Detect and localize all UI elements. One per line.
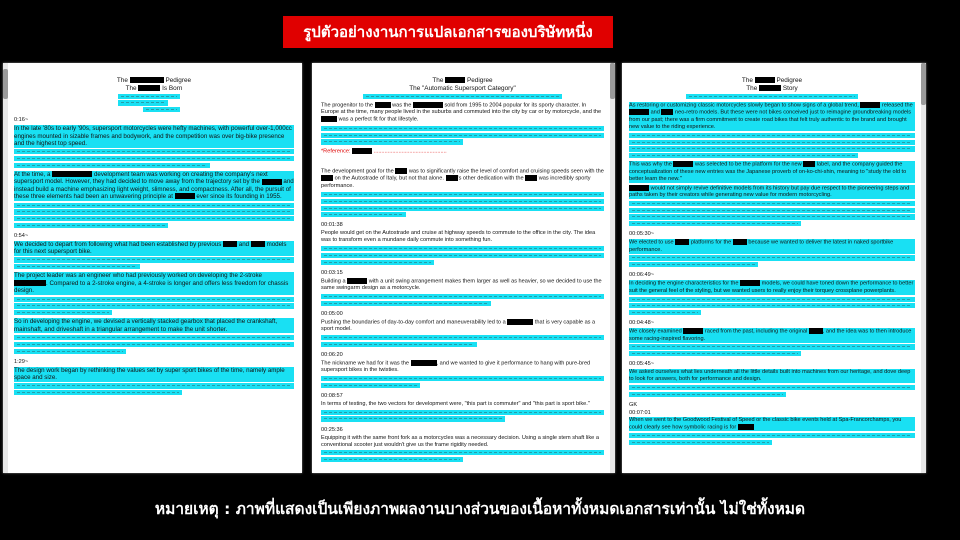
- text: platforms for the: [690, 239, 732, 246]
- thai-translation: [321, 335, 604, 347]
- timestamp: 0:54~: [14, 233, 29, 240]
- text: *Reference:: [321, 147, 351, 154]
- text: was to significantly raise the level of comfort and cruising speeds seen with the: [408, 168, 604, 175]
- redaction: [321, 175, 333, 181]
- paragraph: [629, 161, 915, 182]
- text: because we wanted to deliver the latest in naked sportbike performance.: [629, 239, 894, 253]
- text: When we went to the Goodwood Festival of Speed or the classic bike events held at Spa-Francorchamps, you could clearly see how symbolic racing is for: [629, 416, 902, 431]
- redaction: [321, 116, 337, 122]
- timestamp: 00:08:57: [321, 392, 343, 399]
- redaction: [803, 161, 815, 167]
- paragraph: In the late '80s to early '90s, supersport motorcycles were hefty machines, with powerful over-1,000cc engines mounted in sizable frames and bodywork, and the competition was over big-bike presence and the highest top speed.: [14, 125, 294, 147]
- paragraph: [629, 185, 915, 199]
- text: was selected to be the platform for the new: [695, 161, 802, 168]
- text: released the: [881, 102, 913, 109]
- text: ever since its founding in 1955.: [196, 193, 282, 201]
- page2-subtitle: The "Automatic Supersport Category": [409, 84, 516, 92]
- thai-translation: [14, 383, 294, 395]
- paragraph: We asked ourselves what lies underneath all the little details built into machines from our heritage, and dove deep to look for answers, both for performance and design.: [629, 369, 915, 383]
- text: Pushing the boundaries of day-to-day comfort and maneuverability led to a: [321, 319, 506, 326]
- text: with a unit swing arrangement makes them larger as well as heavier, so we decided to use the same swingarm design as a motorcycle.: [321, 278, 602, 292]
- paragraph: [321, 278, 604, 292]
- paragraph: [321, 319, 604, 333]
- timestamp: 00:05:45~: [629, 361, 655, 368]
- text: sold from 1995 to 2004 popular for its sporty character. In Europe at the time, many people lived in the suburbs and commuted into the city by car or by motorcycle, and the: [321, 102, 602, 116]
- redaction: [251, 241, 265, 247]
- redaction: [130, 77, 164, 83]
- thai-translation: [118, 94, 180, 113]
- redaction: [675, 239, 689, 245]
- title-banner: รูปตัวอย่างงานการแปลเอกสารของบริษัทหนึ่ง: [283, 16, 613, 48]
- text: Pedigree: [776, 77, 803, 84]
- timestamp: 1:29~: [14, 358, 29, 365]
- timestamp: 00:25:36: [321, 426, 343, 433]
- redaction: [14, 280, 46, 286]
- redaction: [759, 85, 781, 91]
- redaction: [223, 241, 237, 247]
- redaction: [262, 179, 282, 185]
- paragraph: [629, 417, 915, 431]
- text: models for this next supersport bike.: [14, 241, 287, 256]
- redaction: [446, 175, 458, 181]
- text: , and the idea was to then introduce some racing-inspired flavoring.: [629, 328, 912, 342]
- paragraph: [629, 328, 915, 342]
- redaction: [755, 77, 775, 83]
- redaction: [347, 278, 367, 284]
- page1-header-born: Is Born: [162, 84, 183, 92]
- redaction: [738, 424, 754, 430]
- thai-translation: [14, 149, 294, 168]
- page3-header: [629, 77, 915, 92]
- redaction: [352, 148, 372, 154]
- text: The progenitor to the: [321, 102, 373, 109]
- text: In deciding the engine characteristics for the: [629, 280, 739, 287]
- text: The: [432, 77, 444, 84]
- page1-scroll-thumb[interactable]: [3, 69, 8, 99]
- text: and: [238, 241, 250, 249]
- thai-translation: [14, 203, 294, 229]
- text: We elected to use: [629, 239, 674, 246]
- redaction: [809, 328, 823, 334]
- text: . Compared to a 2-stroke engine, a 4-stroke is longer and offers less freedom for chassis design.: [14, 279, 289, 295]
- redaction: [733, 239, 747, 245]
- redaction: [629, 185, 649, 191]
- thai-translation: [629, 201, 915, 227]
- redaction: [175, 193, 195, 199]
- document-page-2[interactable]: [312, 63, 615, 473]
- timestamp: 00:05:00: [321, 310, 343, 317]
- timestamp: 00:07:01: [629, 409, 651, 416]
- text: models, we could have toned down the performance to better suit the general feel of the styling, but we wanted users to really enjoy their torquey crossplane powerplants.: [629, 280, 914, 294]
- paragraph: [14, 272, 294, 294]
- paragraph: So in developing the engine, we devised a vertically stacked gearbox that placed the crankshaft, mainshaft, and driveshaft in a triangular arrangement to make the unit shorter.: [14, 318, 294, 333]
- redaction: [525, 175, 537, 181]
- page3-scrollbar[interactable]: [921, 63, 926, 473]
- thai-translation: [321, 410, 604, 422]
- timestamp: 00:06:49~: [629, 272, 655, 279]
- text: would not simply revive definitive models from its history but pay due respect to the pioneering steps and paths taken by their creators while generating new value for modern motorcycling.: [629, 185, 910, 199]
- text: development team was working on creating the company's next supersport model. However, they had decided to move away from the trajectory set by the: [14, 170, 268, 186]
- text: on the Autostrade of Italy, but not that alone.: [334, 175, 444, 182]
- redaction: [740, 280, 760, 286]
- redaction: [413, 102, 443, 108]
- page1-header-the-2: The: [125, 84, 137, 92]
- redaction: [860, 102, 880, 108]
- text: We decided to depart from following what had been established by previous: [14, 241, 222, 249]
- text: As restoring or customizing classic motorcycles slowly began to show signs of a global trend,: [629, 102, 859, 109]
- text: 's other dedication with the: [457, 175, 524, 182]
- label-gk: GK: [629, 401, 638, 408]
- thai-translation: [321, 94, 604, 99]
- page1-header-the: The: [116, 77, 128, 84]
- paragraph: [14, 241, 294, 256]
- redaction: [395, 168, 407, 174]
- redaction: [52, 171, 92, 177]
- paragraph: [629, 280, 915, 294]
- timestamp: 00:01:38: [321, 222, 343, 229]
- text: Building a: [321, 278, 346, 285]
- page1-scrollbar[interactable]: [3, 63, 8, 473]
- page2-scroll-thumb[interactable]: [610, 63, 615, 99]
- thai-translation: [629, 94, 915, 99]
- page1-header-pedigree: Pedigree: [165, 77, 192, 84]
- text: The: [746, 84, 758, 92]
- redaction: [683, 328, 703, 334]
- timestamp: 0:16~: [14, 117, 29, 124]
- text: The nickname we had for it was the: [321, 360, 409, 367]
- page2-scrollbar[interactable]: [610, 63, 615, 473]
- text: that is very capable as a sport model.: [321, 319, 596, 333]
- redaction: [138, 85, 160, 91]
- text: , and we wanted to give it performance to hang with pure-bred supersport bikes in the twisties.: [321, 360, 591, 374]
- paragraph: [321, 360, 604, 374]
- thai-translation: [629, 255, 915, 267]
- text: At the time, a: [14, 170, 51, 178]
- thai-translation: [321, 376, 604, 388]
- text: was incredibly sporty performance.: [321, 175, 591, 189]
- thai-translation: [321, 246, 604, 265]
- redaction: [375, 102, 391, 108]
- paragraph: [14, 171, 294, 201]
- thai-translation: [321, 450, 604, 462]
- page3-scroll-thumb[interactable]: [921, 63, 926, 105]
- text: and: [650, 109, 660, 116]
- timestamp: 00:04:48~: [629, 320, 655, 327]
- text: The development goal for the: [321, 168, 394, 175]
- text: Pedigree: [466, 77, 493, 84]
- redaction: [673, 161, 693, 167]
- text: was a perfect fit for that lifestyle.: [338, 116, 419, 123]
- text: raced from the past, including the original: [704, 328, 808, 335]
- paragraph: [321, 102, 604, 124]
- document-page-1[interactable]: [3, 63, 302, 473]
- thai-translation: [14, 335, 294, 354]
- text: and instead build a machine emphasizing light weight, slimness, and compactness. After all, the pursuit of these three elements had been an unwavering principle at: [14, 178, 294, 201]
- footnote: หมายเหตุ : ภาพที่แสดงเป็นเพียงภาพผลงานบางส่วนของเนื้อหาทั้งหมดเอกสารเท่านั้น ไม่ใช่ทั้งหมด: [154, 500, 806, 518]
- paragraph: In terms of testing, the two vectors for development were, "this part is commuter" and "this part is sport bike.": [321, 400, 590, 407]
- document-page-3[interactable]: [622, 63, 926, 473]
- text: neo-retro models. But these were not bikes conceived just to reimagine groundbreaking models from our past; there was a firm commitment to create road bikes that felt truly authentic to the brand and brought new value to the riding experience.: [629, 109, 912, 130]
- thai-translation: [629, 297, 915, 316]
- paragraph: [629, 239, 915, 253]
- thai-translation: [629, 433, 915, 445]
- paragraph: People would get on the Autostrade and cruise at highway speeds to commute to the office in the city. The idea was to transform even a mundane daily commute into something fun.: [321, 230, 596, 244]
- paragraph: [321, 168, 604, 190]
- text: The project leader was an engineer who had previously worked on developing the 2-stroke: [14, 272, 262, 280]
- text: label, and the company guided the conceptualization of these new entries was the Japanese proverb of on-ko-chi-shin, meaning to "study the old to better learn the new.": [629, 161, 907, 182]
- redaction: [661, 109, 673, 115]
- thai-translation: [14, 297, 294, 316]
- timestamp: 00:05:30~: [629, 231, 655, 238]
- thai-translation: [629, 133, 915, 159]
- timestamp: 00:06:20: [321, 351, 343, 358]
- paragraph: [629, 102, 915, 131]
- text: This was why the: [629, 161, 672, 168]
- reference-note: *Reference: ...............................................: [321, 147, 447, 154]
- thai-translation: [321, 294, 604, 306]
- redaction: [411, 360, 437, 366]
- timestamp: 00:03:15: [321, 269, 343, 276]
- text: Story: [782, 84, 798, 92]
- redaction: [629, 109, 649, 115]
- redaction: [445, 77, 465, 83]
- text: We closely examined: [629, 328, 682, 335]
- redaction: [507, 319, 533, 325]
- thai-translation: [321, 192, 604, 218]
- text: was the: [392, 102, 412, 109]
- page1-header: [14, 77, 294, 92]
- thai-translation: [321, 126, 604, 145]
- paragraph: The design work began by rethinking the values set by super sport bikes of the time, namely ample space and size.: [14, 367, 294, 382]
- paragraph: Equipping it with the same front fork as a motorcycles was a necessary decision. Using a single stem shaft like a conventional scooter just wouldn't give us the frame rigidity needed.: [321, 434, 599, 448]
- thai-translation: [629, 344, 915, 356]
- page2-header: [321, 77, 604, 92]
- text: The: [741, 77, 753, 84]
- thai-translation: [629, 385, 915, 397]
- thai-translation: [14, 257, 294, 269]
